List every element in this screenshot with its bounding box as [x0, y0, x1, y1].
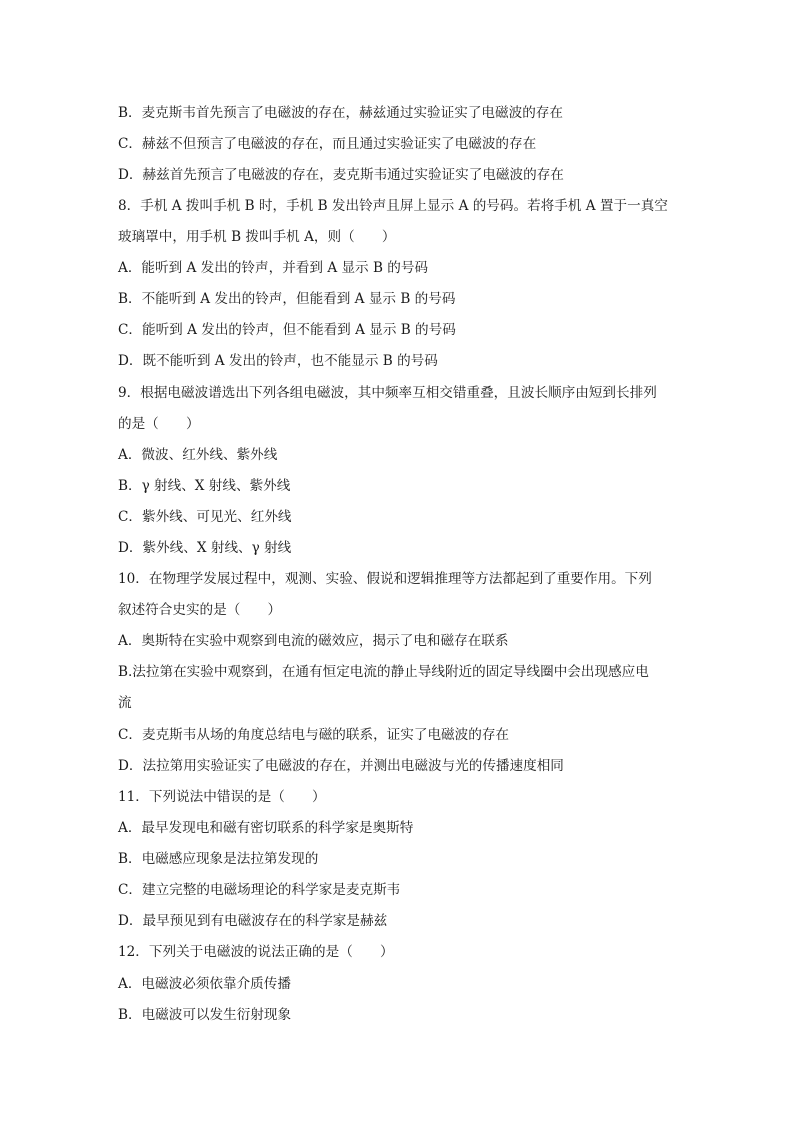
option-b-q8: B．不能听到 A 发出的铃声，但能看到 A 显示 B 的号码 — [118, 291, 456, 307]
option-a-q12: A．电磁波必须依靠介质传播 — [118, 976, 291, 992]
option-b-q10-cont: 流 — [118, 695, 132, 711]
option-c-q9: C．紫外线、可见光、红外线 — [118, 509, 292, 525]
question-10-stem: 10．在物理学发展过程中，观测、实验、假说和逻辑推理等方法都起到了重要作用。下列 — [118, 571, 652, 587]
option-d-q10: D．法拉第用实验证实了电磁波的存在，并测出电磁波与光的传播速度相同 — [118, 758, 564, 774]
question-12-stem: 12．下列关于电磁波的说法正确的是（ ） — [118, 944, 394, 960]
option-b-q7: B．麦克斯韦首先预言了电磁波的存在，赫兹通过实验证实了电磁波的存在 — [118, 105, 563, 121]
option-a-q8: A．能听到 A 发出的铃声，并看到 A 显示 B 的号码 — [118, 260, 429, 276]
option-c-q8: C．能听到 A 发出的铃声，但不能看到 A 显示 B 的号码 — [118, 322, 456, 338]
option-b-q9: B．γ 射线、X 射线、紫外线 — [118, 478, 291, 494]
option-b-q10: B.法拉第在实验中观察到，在通有恒定电流的静止导线附近的固定导线圈中会出现感应电 — [118, 664, 649, 680]
option-c-q7: C．赫兹不但预言了电磁波的存在，而且通过实验证实了电磁波的存在 — [118, 136, 537, 152]
option-b-q11: B．电磁感应现象是法拉第发现的 — [118, 851, 319, 867]
option-a-q11: A．最早发现电和磁有密切联系的科学家是奥斯特 — [118, 820, 414, 836]
option-a-q9: A．微波、红外线、紫外线 — [118, 447, 278, 463]
question-9-stem: 9．根据电磁波谱选出下列各组电磁波，其中频率互相交错重叠，且波长顺序由短到长排列 — [118, 385, 657, 401]
option-d-q8: D．既不能听到 A 发出的铃声，也不能显示 B 的号码 — [118, 353, 438, 369]
option-c-q11: C．建立完整的电磁场理论的科学家是麦克斯韦 — [118, 882, 401, 898]
option-d-q9: D．紫外线、X 射线、γ 射线 — [118, 540, 292, 556]
question-11-stem: 11．下列说法中错误的是（ ） — [118, 789, 326, 805]
question-8-stem-cont: 玻璃罩中，用手机 B 拨叫手机 A，则（ ） — [118, 229, 396, 245]
question-10-stem-cont: 叙述符合史实的是（ ） — [118, 602, 282, 618]
option-d-q7: D．赫兹首先预言了电磁波的存在，麦克斯韦通过实验证实了电磁波的存在 — [118, 167, 564, 183]
option-b-q12: B．电磁波可以发生衍射现象 — [118, 1007, 292, 1023]
question-8-stem: 8．手机 A 拨叫手机 B 时，手机 B 发出铃声且屏上显示 A 的号码。若将手机 A 置于一真空 — [118, 198, 668, 214]
option-a-q10: A．奥斯特在实验中观察到电流的磁效应，揭示了电和磁存在联系 — [118, 633, 509, 649]
option-d-q11: D．最早预见到有电磁波存在的科学家是赫兹 — [118, 913, 388, 929]
question-9-stem-cont: 的是（ ） — [118, 416, 200, 432]
option-c-q10: C．麦克斯韦从场的角度总结电与磁的联系，证实了电磁波的存在 — [118, 727, 510, 743]
